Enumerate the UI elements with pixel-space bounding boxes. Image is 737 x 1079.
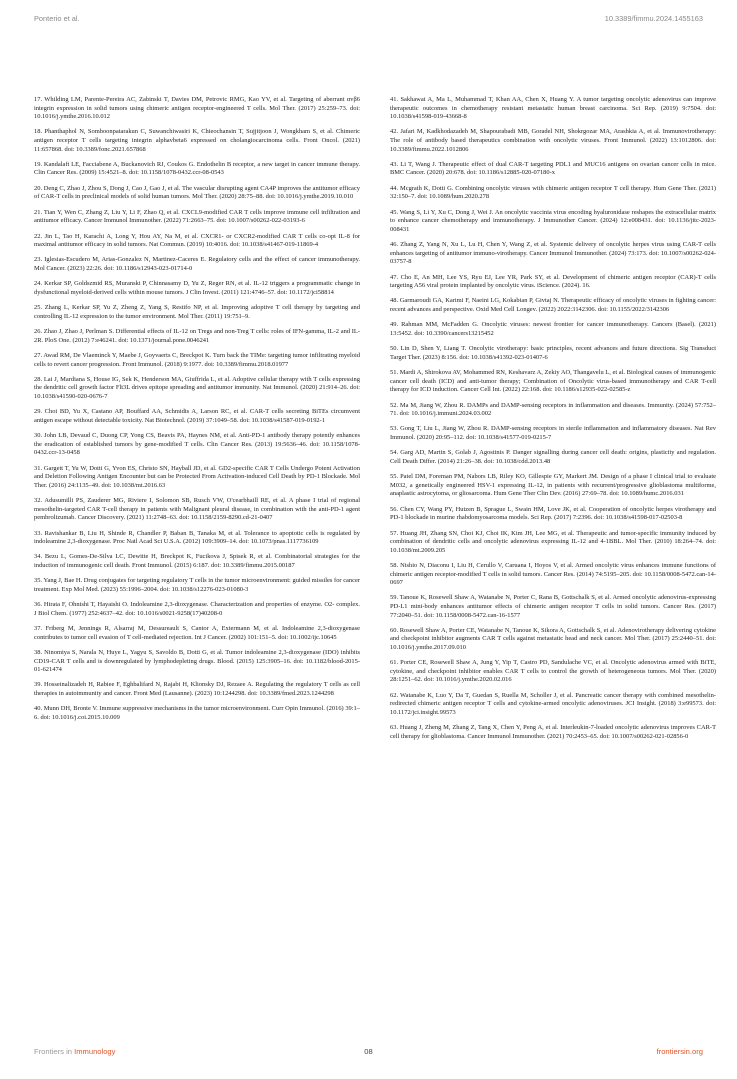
reference-item: 25. Zhang L, Kerkar SP, Yu Z, Zheng Z, Yang S, Restifo NP, et al. Improving adoptive T cell therapy by targeting and controlling IL-12 expression to the tumor environment. Mol Ther. (2011) 19:751–9.	[34, 304, 360, 320]
reference-item: 19. Kandalaft LE, Facciabene A, Buckanovich RJ, Coukos G. Endothelin B receptor, a new target in cancer immune therapy. Clin Cancer Res. (2009) 15:4521–8. doi: 10.1158/1078-0432.ccr-08-0543	[34, 160, 360, 177]
reference-item: 52. Ma M, Jiang W, Zhou R. DAMPs and DAMP-sensing receptors in inflammation and diseases. Immunity. (2024) 57:752–71. doi: 10.1016/j.immuni.2024.03.002	[390, 401, 716, 418]
reference-item: 38. Ninomiya S, Narala N, Huye L, Yagyu S, Savoldo B, Dotti G, et al. Tumor indoleamine 2,3-dioxygenase (IDO) inhibits CD19-CAR T cells and is downregulated by lymphodepleting drugs. Blood. (2015) 125:3905–16. doi: 10.1182/blood-2015-01-621474	[34, 648, 360, 674]
reference-item: 57. Huang JH, Zhang SN, Choi KJ, Choi IK, Kim JH, Lee MG, et al. Therapeutic and tumor-specific immunity induced by combination of dendritic cells and oncolytic adenovirus expressing IL-12 and 4-1BBL. Mol Ther. (2010) 18:264–74. doi: 10.1038/mt.2009.205	[390, 529, 716, 554]
reference-item: 23. Iglesias-Escudero M, Arias-Gonzalez N, Martinez-Caceres E. Regulatory cells and the effect of cancer immunotherapy. Mol Cancer. (2023) 22:26. doi: 10.1186/s12943-023-01714-0	[34, 256, 360, 272]
journal-prefix: Frontiers in	[34, 1047, 75, 1056]
page-footer	[34, 1047, 703, 1061]
reference-item: 28. Lai J, Mardiana S, House IG, Sek K, Henderson MA, Giuffrida L, et al. Adoptive cellular therapy with T cells expressing the dendritic cell growth factor Flt3L drives epitope spreading and antitumor immunity. Nat Immunol. (2020) 21:914–26. doi: 10.1038/s41590-020-0676-7	[34, 375, 360, 400]
reference-item: 34. Bezu L, Gomes-De-Silva LC, Dewitte H, Breckpot K, Fucikova J, Spisek R, et al. Combinatorial strategies for the induction of immunogenic cell death. Front Immunol. (2015) 6:187. doi: 10.3389/fimmu.2015.00187	[34, 553, 360, 569]
reference-item: 24. Kerkar SP, Goldszmid RS, Muranski P, Chinnasamy D, Yu Z, Reger RN, et al. IL-12 triggers a programmatic change in dysfunctional myeloid-derived cells within mouse tumors. J Clin Invest. (2011) 121:4746–57. doi: 10.1172/jci58814	[34, 280, 360, 296]
reference-item: 35. Yang J, Bae H. Drug conjugates for targeting regulatory T cells in the tumor microenvironment: guided missiles for cancer treatment. Exp Mol Med. (2023) 55:1996–2004. doi: 10.1038/s12276-023-01080-3	[34, 577, 360, 593]
reference-item: 36. Hirata F, Ohnishi T, Hayaishi O. Indoleamine 2,3-dioxygenase. Characterization and properties of enzyme. O2- complex. J Biol Chem. (1977) 252:4637–42. doi: 10.1016/s0021-9258(17)40208-0	[34, 601, 360, 617]
reference-item: 39. Hosseinalizadeh H, Rabiee F, Eghbalifard N, Rajabi H, Klionsky DJ, Rezaee A. Regulating the regulatory T cells as cell therapies in autoimmunity and cancer. Front Med (Lausanne). (2023) 10:1244298. doi: 10.3389/fmed.2023.1244298	[34, 681, 360, 697]
reference-item: 20. Deng C, Zhao J, Zhou S, Dong J, Cao J, Gao J, et al. The vascular disrupting agent CA4P improves the antitumor efficacy of CAR-T cells in preclinical models of solid human tumors. Mol Ther. (2020) 28:75–88. doi: 10.1016/j.ymthe.2019.10.010	[34, 184, 360, 201]
site-link[interactable]: frontiersin.org	[656, 1047, 703, 1056]
reference-item: 18. Phanthaphol N, Somboonpatarakun C, Suwanchiwasiri K, Chieochansin T, Sujjitjoon J, Wongkham S, et al. Chimeric antigen receptor T cells targeting integrin alphavbeta6 expressed on cholangiocarcinoma cells. Front Oncol. (2021) 11:657868. doi: 10.3389/fonc.2021.657868	[34, 128, 360, 153]
reference-item: 33. Ravishankar B, Liu H, Shinde R, Chandler P, Baban B, Tanaka M, et al. Tolerance to apoptotic cells is regulated by indoleamine 2,3-dioxygenase. Proc Natl Acad Sci U.S.A. (2012) 109:3909–14. doi: 10.1073/pnas.1117736109	[34, 529, 360, 546]
reference-item: 43. Li T, Wang J. Therapeutic effect of dual CAR-T targeting PDL1 and MUC16 antigens on ovarian cancer cells in mice. BMC Cancer. (2020) 20:678. doi: 10.1186/s12885-020-07180-x	[390, 160, 716, 177]
page-number: 08	[364, 1047, 373, 1056]
references-left-column	[34, 96, 360, 729]
reference-item: 50. Lin D, Shen Y, Liang T. Oncolytic virotherapy: basic principles, recent advances and future directions. Sig Transduct Target Ther. (2023) 8:156. doi: 10.1038/s41392-023-01407-6	[390, 345, 716, 361]
page-header	[34, 14, 703, 28]
reference-item: 46. Zhang Z, Yang N, Xu L, Lu H, Chen Y, Wang Z, et al. Systemic delivery of oncolytic herpes virus using CAR-T cells enhances targeting of antitumor immuno-virotherapy. Cancer Immunol Immunother. (2024) 73:173. doi: 10.1007/s00262-024-03757-8	[390, 241, 716, 266]
reference-item: 26. Zhao J, Zhao J, Perlman S. Differential effects of IL-12 on Tregs and non-Treg T cells: roles of IFN-gamma, IL-2 and IL-2R. PloS One. (2012) 7:e46241. doi: 10.1371/journal.pone.0046241	[34, 328, 360, 344]
reference-item: 58. Nishio N, Diaconu I, Liu H, Cerullo V, Caruana I, Hoyos V, et al. Armed oncolytic virus enhances immune functions of chimeric antigen receptor-modified T cells in solid tumors. Cancer Res. (2014) 74:5195–205. doi: 10.1158/0008-5472.can-14-0697	[390, 561, 716, 587]
reference-item: 29. Choi BD, Yu X, Castano AP, Bouffard AA, Schmidts A, Larson RC, et al. CAR-T cells secreting BiTEs circumvent antigen escape without detectable toxicity. Nat Biotechnol. (2019) 37:1049–58. doi: 10.1038/s41587-019-0192-1	[34, 408, 360, 424]
reference-item: 62. Watanabe K, Luo Y, Da T, Guedan S, Ruella M, Scholler J, et al. Pancreatic cancer therapy with combined mesothelin-redirected chimeric antigen receptor T cells and cytokine-armed oncolytic adenoviruses. JCI Insight. (2018) 3:e99573. doi: 10.1172/jci.insight.99573	[390, 691, 716, 716]
reference-item: 61. Porter CE, Rosewell Shaw A, Jung Y, Yip T, Castro PD, Sandulache VC, et al. Oncolytic adenovirus armed with BiTE, cytokine, and checkpoint inhibitor enables CAR T cells to control the growth of heterogeneous tumors. Mol Ther. (2020) 28:1251–62. doi: 10.1016/j.ymthe.2020.02.016	[390, 659, 716, 684]
references-right-column	[390, 96, 716, 748]
reference-item: 37. Friberg M, Jennings R, Alsarraj M, Dessureault S, Cantor A, Extermann M, et al. Indoleamine 2,3-dioxygenase contributes to tumor cell evasion of T cell-mediated rejection. Int J Cancer. (2002) 101:151–5. doi: 10.1002/ijc.10645	[34, 625, 360, 641]
reference-item: 27. Awad RM, De Vlaeminck Y, Maebe J, Goyvaerts C, Breckpot K. Turn back the TIMe: targeting tumor infiltrating myeloid cells to revert cancer progression. Front Immunol. (2018) 9:1977. doi: 10.3389/fimmu.2018.01977	[34, 352, 360, 368]
reference-item: 40. Munn DH, Bronte V. Immune suppressive mechanisms in the tumor microenvironment. Curr Opin Immunol. (2016) 39:1–6. doi: 10.1016/j.coi.2015.10.009	[34, 705, 360, 721]
reference-item: 53. Gong T, Liu L, Jiang W, Zhou R. DAMP-sensing receptors in sterile inflammation and inflammatory diseases. Nat Rev Immunol. (2020) 20:95–112. doi: 10.1038/s41577-019-0215-7	[390, 425, 716, 441]
reference-item: 45. Wang S, Li Y, Xu C, Dong J, Wei J. An oncolytic vaccinia virus encoding hyaluronidase reshapes the extracellular matrix to enhance cancer chemotherapy and immunotherapy. J Immunother Cancer. (2024) 12:e008431. doi: 10.1136/jitc-2023-008431	[390, 208, 716, 233]
reference-item: 32. Adusumilli PS, Zauderer MG, Riviere I, Solomon SB, Rusch VW, O'cearbhaill RE, et al. A phase I trial of regional mesothelin-targeted CAR T-cell therapy in patients with Malignant pleural disease, in combination with the anti-PD-1 agent pembrolizumab. Cancer Discovery. (2021) 11:2748–63. doi: 10.1158/2159-8290.cd-21-0407	[34, 497, 360, 522]
reference-item: 59. Tanoue K, Rosewell Shaw A, Watanabe N, Porter C, Rana B, Gottschalk S, et al. Armed oncolytic adenovirus-expressing PD-L1 mini-body enhances antitumor effects of chimeric antigen receptor T cells in solid tumors. Cancer Res. (2017) 77:2040–51. doi: 10.1158/0008-5472.can-16-1577	[390, 594, 716, 619]
reference-item: 60. Rosewell Shaw A, Porter CE, Watanabe N, Tanoue K, Sikora A, Gottschalk S, et al. Adenovirotherapy delivering cytokine and checkpoint inhibitor augments CAR T cells against metastatic head and neck cancer. Mol Ther. (2017) 25:2440–51. doi: 10.1016/j.ymthe.2017.09.010	[390, 626, 716, 651]
reference-item: 55. Patel DM, Foreman PM, Nabors LB, Riley KO, Gillespie GY, Markert JM. Design of a phase I clinical trial to evaluate M032, a genetically engineered HSV-1 expressing IL-12, in patients with recurrent/progressive glioblastoma multiforme, anaplastic astrocytoma, or gliosarcoma. Hum Gene Ther Clin Dev. (2016) 27:69–78. doi: 10.1089/humc.2016.031	[390, 473, 716, 498]
reference-item: 41. Sakhawat A, Ma L, Muhammad T, Khan AA, Chen X, Huang Y. A tumor targeting oncolytic adenovirus can improve therapeutic outcomes in chemotherapy resistant metastatic human breast carcinoma. Sci Rep. (2019) 9:7504. doi: 10.1038/s41598-019-43668-8	[390, 96, 716, 121]
reference-item: 51. Mardi A, Shirokova AV, Mohammed RN, Keshavarz A, Zekiy AO, Thangavelu L, et al. Biological causes of immunogenic cancer cell death (ICD) and anti-tumor therapy; Combination of Oncolytic virus-based immunotherapy and CAR T-cell therapy for ICD induction. Cancer Cell Int. (2022) 22:168. doi: 10.1186/s12935-022-02585-z	[390, 369, 716, 394]
reference-item: 44. Mcgrath K, Dotti G. Combining oncolytic viruses with chimeric antigen receptor T cell therapy. Hum Gene Ther. (2021) 32:150–7. doi: 10.1089/hum.2020.278	[390, 184, 716, 201]
reference-item: 47. Cho E, An MH, Lee YS, Ryu EJ, Lee YR, Park SY, et al. Development of chimeric antigen receptor (CAR)-T cells targeting A56 viral protein implanted by oncolytic virus. iScience. (2024). 16.	[390, 273, 716, 290]
reference-item: 17. Whilding LM, Parente-Pereira AC, Zabinski T, Davies DM, Petrovic RMG, Kao YV, et al. Targeting of aberrant αvβ6 integrin expression in solid tumors using chimeric antigen receptor-engineered T cells. Mol Ther. (2017) 25:259–73. doi: 10.1016/j.ymthe.2016.10.012	[34, 96, 360, 121]
reference-item: 21. Tian Y, Wen C, Zhang Z, Liu Y, Li F, Zhao Q, et al. CXCL9-modified CAR T cells improve immune cell infiltration and antitumor efficacy. Cancer Immunol Immunother. (2022) 71:2663–75. doi: 10.1007/s00262-022-03193-6	[34, 208, 360, 225]
reference-item: 54. Garg AD, Martin S, Golab J, Agostinis P. Danger signalling during cancer cell death: origins, plasticity and regulation. Cell Death Differ. (2014) 21:26–38. doi: 10.1038/cdd.2013.48	[390, 449, 716, 465]
running-author: Ponterio et al.	[34, 14, 80, 23]
reference-item: 22. Jin L, Tao H, Karachi A, Long Y, Hou AY, Na M, et al. CXCR1- or CXCR2-modified CAR T cells co-opt IL-8 for maximal antitumor efficacy in solid tumors. Nat Commun. (2019) 10:4016. doi: 10.1038/s41467-019-11869-4	[34, 232, 360, 249]
reference-item: 48. Garmaroudi GA, Karimi F, Naeini LG, Kokabian P, Givtaj N. Therapeutic efficacy of oncolytic viruses in fighting cancer: recent advances and perspective. Oxid Med Cell Longev. (2022) 2022:3142306. doi: 10.1155/2022/3142306	[390, 297, 716, 313]
reference-item: 56. Chen CY, Wang PY, Hutzen B, Sprague L, Swain HM, Love JK, et al. Cooperation of oncolytic herpes virotherapy and PD-1 blockade in murine rhabdomyosarcoma models. Sci Rep. (2017) 7:2396. doi: 10.1038/s41598-017-02503-8	[390, 505, 716, 522]
doi-header: 10.3389/fimmu.2024.1455163	[604, 14, 703, 23]
reference-item: 31. Gargett T, Yu W, Dotti G, Yvon ES, Christo SN, Hayball JD, et al. GD2-specific CAR T Cells Undergo Potent Activation and Deletion Following Antigen Encounter but can be Protected From Activation-induced Cell Death by PD-1 Blockade. Mol Ther. (2016) 24:1135–49. doi: 10.1038/mt.2016.63	[34, 464, 360, 489]
journal-brand: Immunology	[74, 1047, 116, 1056]
reference-item: 30. John LB, Devaud C, Duong CP, Yong CS, Beavis PA, Haynes NM, et al. Anti-PD-1 antibody therapy potently enhances the eradication of established tumors by gene-modified T cells. Clin Cancer Res. (2013) 19:5636–46. doi: 10.1158/1078-0432.ccr-13-0458	[34, 432, 360, 457]
reference-item: 49. Rahman MM, McFadden G. Oncolytic viruses: newest frontier for cancer immunotherapy. Cancers (Basel). (2021) 13:5452. doi: 10.3390/cancers13215452	[390, 321, 716, 337]
reference-item: 42. Jafari M, Kadkhodazadeh M, Shapourabadi MB, Goradel NH, Shokrgozar MA, Arashkia A, et al. Immunovirotherapy: The role of antibody based therapeutics combination with oncolytic viruses. Front Immunol. (2022) 13:1012806. doi: 10.3389/fimmu.2022.1012806	[390, 128, 716, 153]
reference-item: 63. Huang J, Zheng M, Zhang Z, Tang X, Chen Y, Peng A, et al. Interleukin-7-loaded oncolytic adenovirus improves CAR-T cell therapy for glioblastoma. Cancer Immunol Immunother. (2021) 70:2453–65. doi: 10.1007/s00262-021-02856-0	[390, 724, 716, 740]
